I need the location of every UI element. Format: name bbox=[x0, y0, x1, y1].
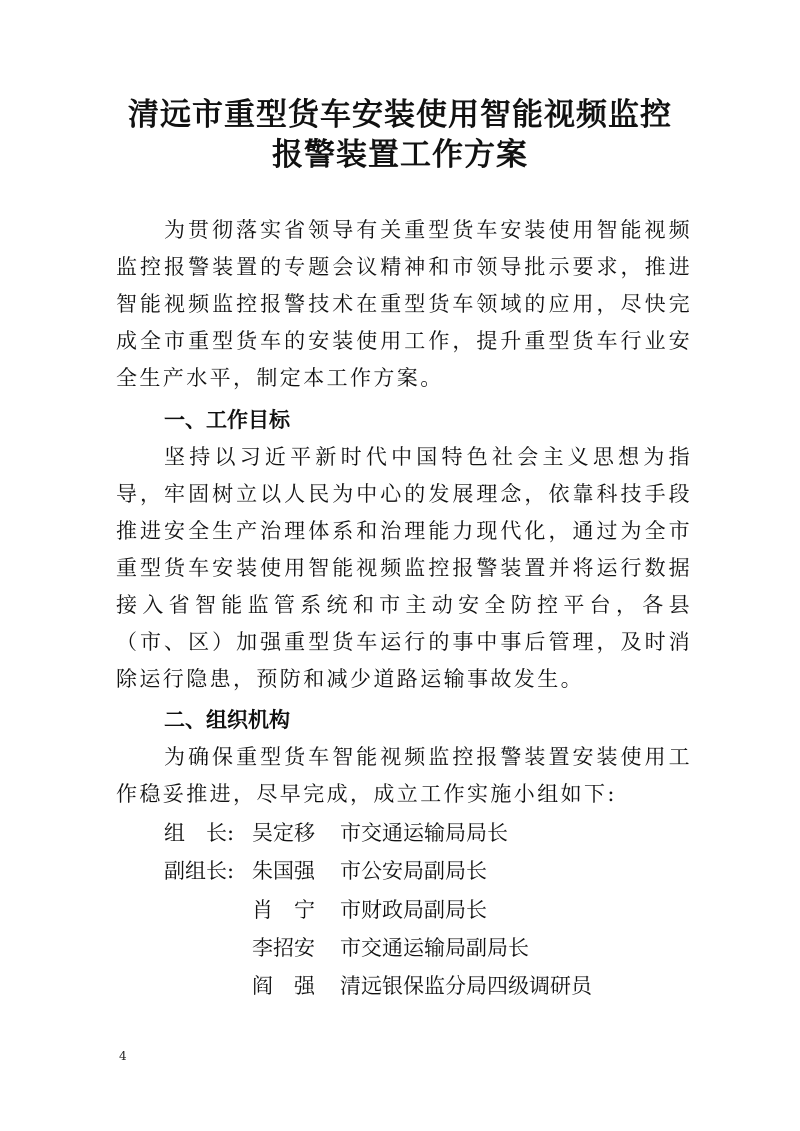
member-post: 清远银保监分局四级调研员 bbox=[340, 974, 592, 998]
section-paragraph-goals: 坚持以习近平新时代中国特色社会主义思想为指导，牢固树立以人民为中心的发展理念，依靠科技手段推进安全生产治理体系和治理能力现代化，通过为全市重型货车安装使用智能视频监控报警装置并将运行数据接入省智能监管系统和市主动安全防控平台，各县（市、区）加强重型货车运行的事中事后管理，及时消除运行隐患，预防和减少道路运输事故发生。 bbox=[116, 445, 692, 691]
member-name: 吴定移 bbox=[252, 821, 315, 845]
intro-paragraph: 为贯彻落实省领导有关重型货车安装使用智能视频监控报警装置的专题会议精神和市领导批示要求，推进智能视频监控报警技术在重型货车领域的应用，尽快完成全市重型货车的安装使用工作，提升重型货车行业安全生产水平，制定本工作方案。 bbox=[116, 218, 692, 390]
page-number: 4 bbox=[119, 1049, 127, 1063]
section-paragraph-organization: 为确保重型货车智能视频监控报警装置安装使用工作稳妥推进，尽早完成，成立工作实施小组如下: bbox=[116, 745, 692, 806]
member-role: 副组长: bbox=[164, 859, 235, 883]
member-name: 李招安 bbox=[252, 936, 315, 960]
member-name: 朱国强 bbox=[252, 859, 315, 883]
document-title-line-2: 报警装置工作方案 bbox=[272, 137, 528, 173]
member-post: 市交通运输局副局长 bbox=[340, 936, 529, 960]
member-post: 市交通运输局局长 bbox=[340, 821, 508, 845]
document-title-line-1: 清远市重型货车安装使用智能视频监控 bbox=[128, 97, 672, 133]
member-name: 阎 强 bbox=[252, 974, 315, 998]
member-post: 市财政局副局长 bbox=[340, 898, 487, 922]
member-post: 市公安局副局长 bbox=[340, 859, 487, 883]
section-heading-goals: 一、工作目标 bbox=[164, 408, 290, 432]
section-heading-organization: 二、组织机构 bbox=[164, 708, 290, 732]
member-role: 组 长: bbox=[164, 821, 235, 845]
member-name: 肖 宁 bbox=[252, 898, 315, 922]
